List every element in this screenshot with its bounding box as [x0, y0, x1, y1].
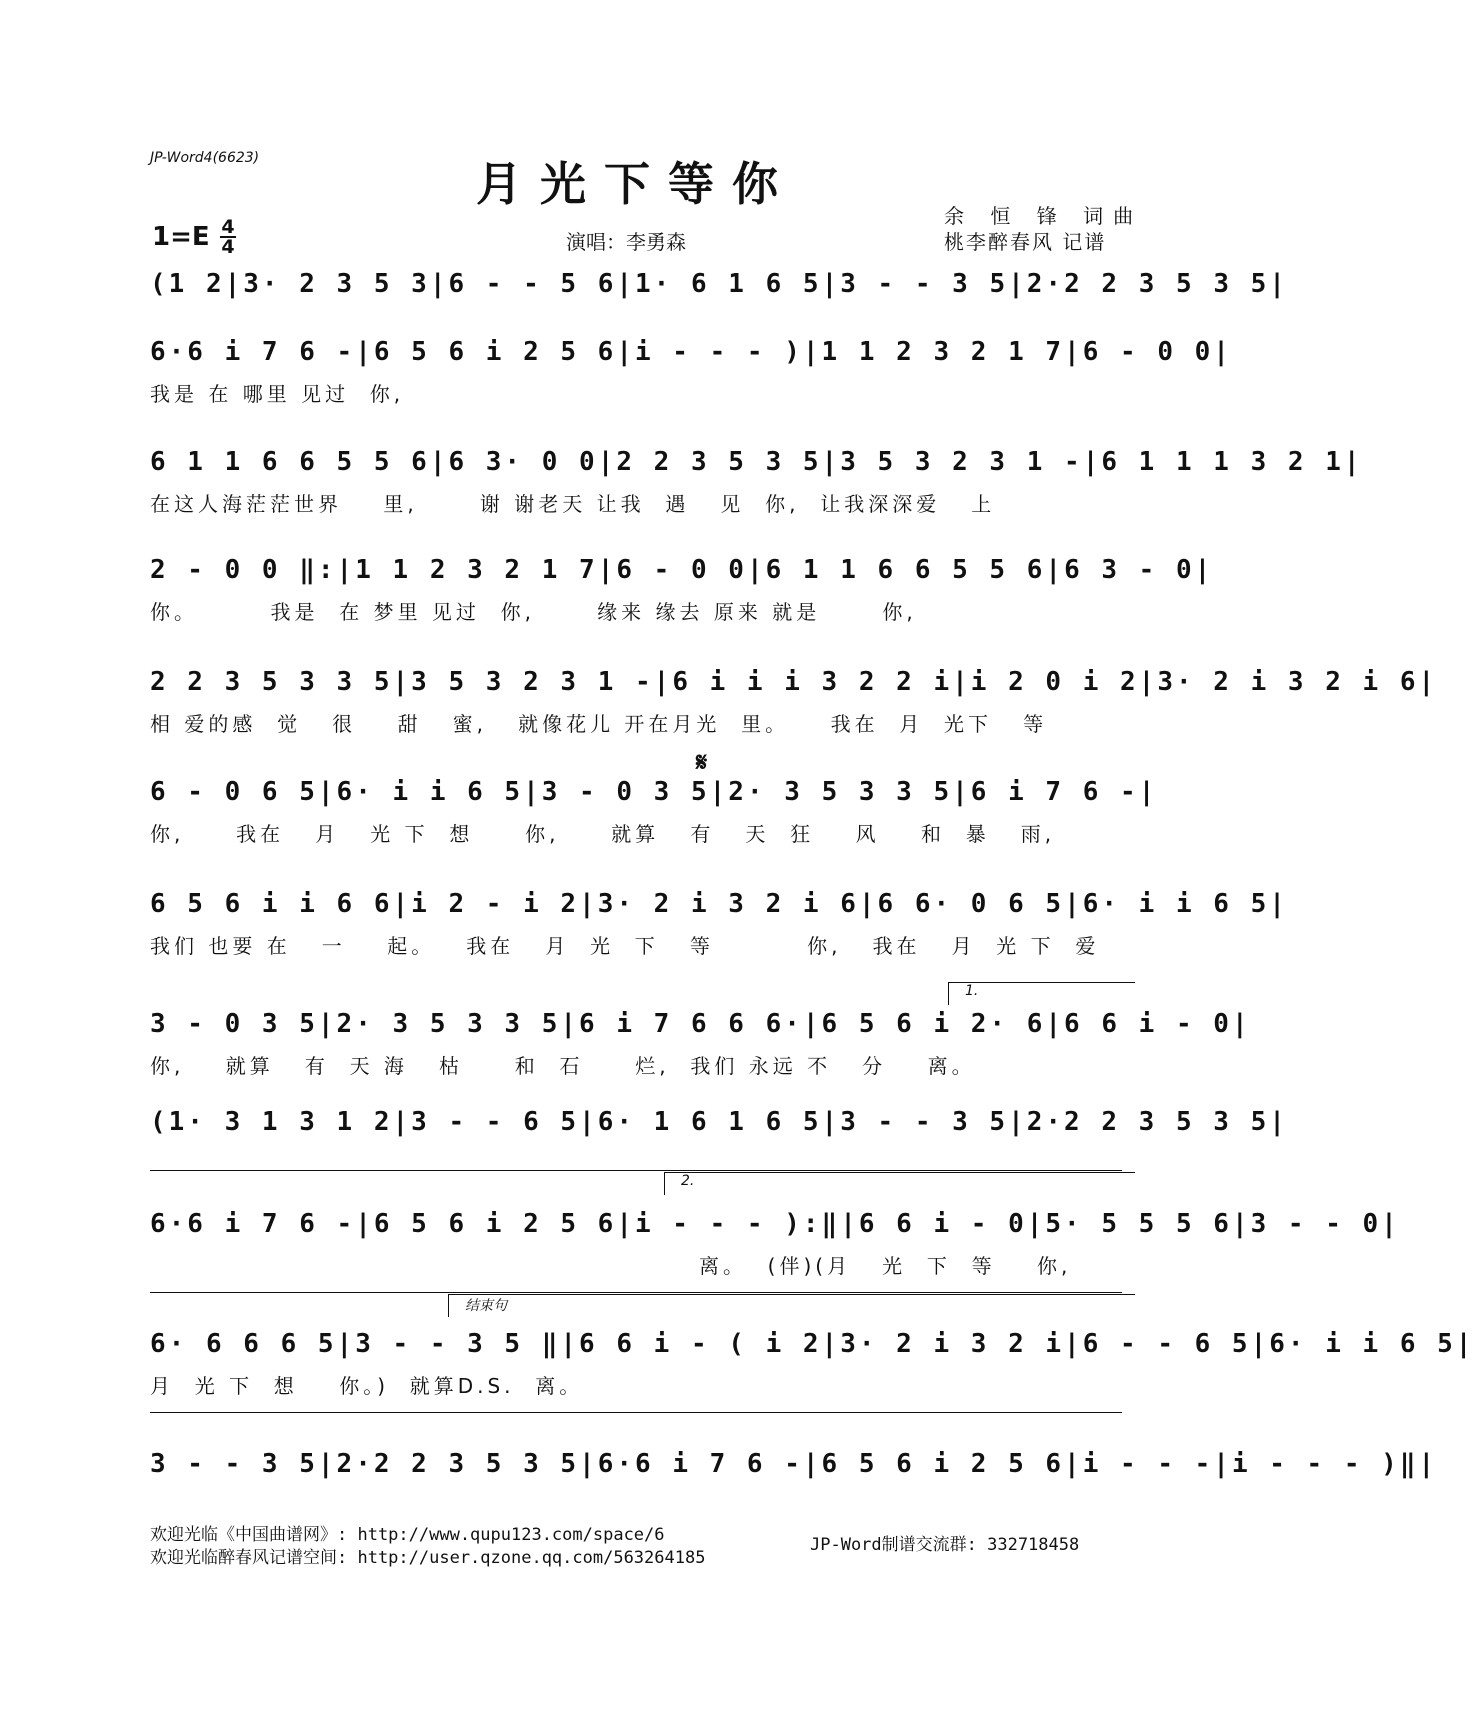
- key-signature: 1=E: [152, 222, 210, 252]
- note-row: [150, 442, 1363, 482]
- footer-space-link: 欢迎光临醉春风记谱空间: http://user.qzone.qq.com/563264185: [150, 1548, 706, 1568]
- measure: 3 - - 0: [1250, 1209, 1382, 1239]
- measure: 3· 2 i 3 2 i 6: [1157, 667, 1419, 697]
- barline: |: [392, 667, 412, 697]
- barline: |: [1250, 1329, 1270, 1359]
- singer-credit: 演唱：李勇森: [566, 230, 686, 254]
- measure: 6·6 i 7 6 -: [597, 1449, 803, 1479]
- measure: 2·2 2 3 5 3 5: [336, 1449, 580, 1479]
- lyrics-row: [150, 1490, 1120, 1520]
- barline: |: [560, 1329, 580, 1359]
- measure: 6·6 i 7 6 -: [150, 337, 356, 367]
- barline: |: [802, 337, 822, 367]
- barline: |: [1231, 1209, 1251, 1239]
- barline: |: [1213, 1449, 1232, 1479]
- barline: |: [709, 777, 729, 807]
- barline: |: [579, 1449, 598, 1479]
- measure: 6 5 6 i 2 5 6: [373, 1209, 617, 1239]
- barline: |: [1138, 667, 1158, 697]
- measure: 1 1 2 3 2 1 7: [821, 337, 1065, 367]
- second-ending: 2.: [664, 1172, 1135, 1195]
- barline: |: [597, 447, 617, 477]
- measure: i 2 0 i 2: [970, 667, 1139, 697]
- barline: |: [317, 1449, 337, 1479]
- measure: 2·2 2 3 5 3 5: [1026, 269, 1270, 299]
- measure: 6 6· 0 6 5: [877, 889, 1065, 919]
- note-row: [150, 772, 1158, 812]
- measure: 3 - - 6 5: [411, 1107, 580, 1137]
- barline: |: [616, 337, 635, 367]
- barline: |: [392, 1107, 412, 1137]
- measure: 3 - 0 3 5: [541, 777, 710, 807]
- lyrics-row: 你。 我是 在 梦里 见过 你, 缘来 缘去 原来 就是 你,: [150, 600, 917, 624]
- measure: 2 - 0 0 ‖:: [150, 555, 337, 585]
- time-signature: [220, 218, 236, 256]
- lyrics-row: 我们 也要 在 一 起。 我在 月 光 下 等 你, 我在 月 光 下 爱: [150, 934, 1100, 958]
- barline: |: [840, 1209, 859, 1239]
- measure: 6 6 i - ( i 2: [579, 1329, 822, 1359]
- lyrics-row: 相 爱的感 觉 很 甜 蜜, 就像花儿 开在月光 里。 我在 月 光下 等: [150, 712, 1048, 736]
- measure: i 2 - i 2: [411, 889, 580, 919]
- measure: 6·6 i 7 6 -: [150, 1209, 356, 1239]
- measure: 6 1 1 1 3 2 1: [1101, 447, 1344, 477]
- barline: |: [579, 1107, 598, 1137]
- composer-credit: 余 恒 锋 词曲: [944, 204, 1144, 228]
- barline: |: [597, 555, 617, 585]
- measure: 3 5 3 2 3 1 -: [840, 447, 1083, 477]
- barline: |: [317, 777, 337, 807]
- footer-group: JP-Word制谱交流群: 332718458: [810, 1535, 1080, 1555]
- barline: |: [429, 447, 449, 477]
- barline: |: [1418, 667, 1438, 697]
- measure: 3 - - 3 5: [150, 1449, 318, 1479]
- score-line: [150, 332, 1232, 428]
- barline: |: [1064, 1329, 1083, 1359]
- barline: |: [952, 777, 971, 807]
- measure: i - - - )‖: [1231, 1449, 1419, 1479]
- barline: |: [355, 337, 374, 367]
- measure: 6 - - 6 5: [1082, 1329, 1251, 1359]
- note-row: [150, 884, 1288, 924]
- measure: 6 i i i 3 2 2 i: [672, 667, 953, 697]
- barline: |: [336, 555, 356, 585]
- barline: |: [224, 269, 244, 299]
- footer-site-link: 欢迎光临《中国曲谱网》: http://www.qupu123.com/space/6: [150, 1525, 665, 1545]
- barline: |: [1008, 269, 1027, 299]
- note-row: [150, 332, 1232, 372]
- song-title: 月光下等你: [476, 157, 796, 211]
- lyrics-row: 在这人海茫茫世界 里, 谢 谢老天 让我 遇 见 你, 让我深深爱 上: [150, 492, 996, 516]
- transcriber-credit: 桃李醉春风 记谱: [944, 230, 1107, 254]
- first-ending: 1.: [948, 982, 1135, 1005]
- barline: |: [1194, 555, 1214, 585]
- measure: 6 5 6 i i 6 6: [150, 889, 393, 919]
- measure: 3 - - 3 5 ‖: [355, 1329, 561, 1359]
- barline: |: [1064, 889, 1083, 919]
- staff-separator: [150, 1412, 1122, 1413]
- measure: 6 6 i - 0: [1064, 1009, 1232, 1039]
- lyrics-row: 离。 (伴)(月 光 下 等 你,: [150, 1254, 1072, 1278]
- barline: |: [1269, 269, 1288, 299]
- measure: 6 - 0 6 5: [150, 777, 318, 807]
- barline: |: [821, 447, 841, 477]
- note-row: [150, 1324, 1474, 1364]
- barline: |: [1082, 447, 1102, 477]
- measure: 6 i 7 6 6 6·: [579, 1009, 803, 1039]
- barline: |: [616, 269, 636, 299]
- measure: 6 1 1 6 6 5 5 6: [150, 447, 430, 477]
- barline: |: [653, 667, 673, 697]
- lyrics-row: 你, 我在 月 光 下 想 你, 就算 有 天 狂 风 和 暴 雨,: [150, 822, 1056, 846]
- staff-separator: [150, 1170, 1122, 1171]
- measure: 6 - 0 0: [1082, 337, 1214, 367]
- note-row: [150, 264, 1288, 304]
- barline: |: [802, 1449, 822, 1479]
- measure: 6 - - 5 6: [448, 269, 617, 299]
- lyrics-row: 月 光 下 想 你。) 就算D.S. 离。: [150, 1374, 584, 1398]
- barline: |: [1026, 1209, 1046, 1239]
- measure: 1 1 2 3 2 1 7: [355, 555, 598, 585]
- measure: 3· 2 i 3 2 i: [840, 1329, 1065, 1359]
- barline: |: [392, 889, 412, 919]
- measure: 6· i i 6 5: [1269, 1329, 1456, 1359]
- barline: |: [1064, 337, 1083, 367]
- note-row: [150, 1102, 1288, 1142]
- barline: |: [821, 1107, 841, 1137]
- score-line: [150, 884, 1288, 980]
- version-label: JP-Word4(6623): [150, 150, 260, 166]
- score-line: [150, 550, 1214, 646]
- measure: i - - - ):‖: [635, 1209, 841, 1239]
- barline: |: [802, 1009, 822, 1039]
- measure: 6 - 0 0: [616, 555, 747, 585]
- time-bottom: 4: [221, 236, 235, 258]
- staff-separator: [150, 1292, 1122, 1293]
- measure: 6 5 6 i 2 5 6: [821, 1449, 1065, 1479]
- measure: 2 2 3 5 3 5: [616, 447, 822, 477]
- measure: 1· 6 1 6 5: [635, 269, 822, 299]
- segno-symbol: 𝄋: [696, 748, 708, 778]
- measure: 2· 3 5 3 3 5: [336, 1009, 561, 1039]
- barline: |: [1213, 337, 1232, 367]
- measure: 6 5 6 i 2· 6: [821, 1009, 1046, 1039]
- measure: (1· 3 1 3 1 2: [150, 1107, 393, 1137]
- measure: 6· i i 6 5: [1082, 889, 1270, 919]
- measure: 6· 6 6 6 5: [150, 1329, 337, 1359]
- barline: |: [1231, 1009, 1251, 1039]
- barline: |: [821, 269, 841, 299]
- measure: 5· 5 5 5 6: [1045, 1209, 1232, 1239]
- score-line: [150, 1204, 1400, 1300]
- barline: |: [1381, 1209, 1400, 1239]
- measure: 3· 2 3 5 3: [243, 269, 430, 299]
- time-top: 4: [221, 216, 235, 238]
- barline: |: [1269, 1107, 1288, 1137]
- note-row: [150, 550, 1214, 590]
- measure: 6 6 i - 0: [858, 1209, 1027, 1239]
- barline: |: [1455, 1329, 1474, 1359]
- note-row: [150, 662, 1438, 702]
- barline: |: [952, 667, 971, 697]
- barline: |: [616, 1209, 635, 1239]
- barline: |: [858, 889, 878, 919]
- measure: 6 1 1 6 6 5 5 6: [765, 555, 1046, 585]
- barline: |: [1269, 889, 1288, 919]
- measure: 6· i i 6 5: [336, 777, 524, 807]
- barline: |: [336, 1329, 356, 1359]
- measure: 2·2 2 3 5 3 5: [1026, 1107, 1270, 1137]
- measure: 3 - - 3 5: [840, 269, 1009, 299]
- barline: |: [1138, 777, 1158, 807]
- measure: i - - - ): [635, 337, 803, 367]
- barline: |: [821, 1329, 841, 1359]
- barline: |: [746, 555, 766, 585]
- barline: |: [1418, 1449, 1438, 1479]
- measure: 3· 2 i 3 2 i 6: [597, 889, 859, 919]
- note-row: [150, 1004, 1251, 1044]
- barline: |: [1045, 555, 1065, 585]
- measure: 6· 1 6 1 6 5: [597, 1107, 822, 1137]
- measure: (1 2: [150, 269, 225, 299]
- barline: |: [1343, 447, 1363, 477]
- coda-ending: 结束句: [448, 1294, 1135, 1317]
- barline: |: [317, 1009, 337, 1039]
- measure: 2 2 3 5 3 3 5: [150, 667, 393, 697]
- barline: |: [355, 1209, 374, 1239]
- measure: i - - -: [1082, 1449, 1214, 1479]
- note-row: [150, 1444, 1438, 1484]
- lyrics-row: 你, 就算 有 天 海 枯 和 石 烂, 我们 永远 不 分 离。: [150, 1054, 976, 1078]
- barline: |: [1045, 1009, 1065, 1039]
- measure: 6 5 6 i 2 5 6: [373, 337, 617, 367]
- score-line: [150, 772, 1158, 868]
- barline: |: [560, 1009, 580, 1039]
- barline: |: [579, 889, 598, 919]
- barline: |: [523, 777, 542, 807]
- measure: 3 - - 3 5: [840, 1107, 1009, 1137]
- measure: 2· 3 5 3 3 5: [728, 777, 953, 807]
- score-line: [150, 442, 1363, 538]
- measure: 6 i 7 6 -: [970, 777, 1139, 807]
- measure: 6 3· 0 0: [448, 447, 598, 477]
- lyrics-row: 我是 在 哪里 见过 你,: [150, 382, 405, 406]
- measure: 3 5 3 2 3 1 -: [411, 667, 654, 697]
- measure: 3 - 0 3 5: [150, 1009, 318, 1039]
- score-line: [150, 1324, 1474, 1420]
- barline: |: [1064, 1449, 1083, 1479]
- score-line: [150, 662, 1438, 758]
- barline: |: [429, 269, 449, 299]
- barline: |: [1008, 1107, 1027, 1137]
- note-row: [150, 1204, 1400, 1244]
- score-line: [150, 1004, 1251, 1100]
- measure: 6 3 - 0: [1064, 555, 1195, 585]
